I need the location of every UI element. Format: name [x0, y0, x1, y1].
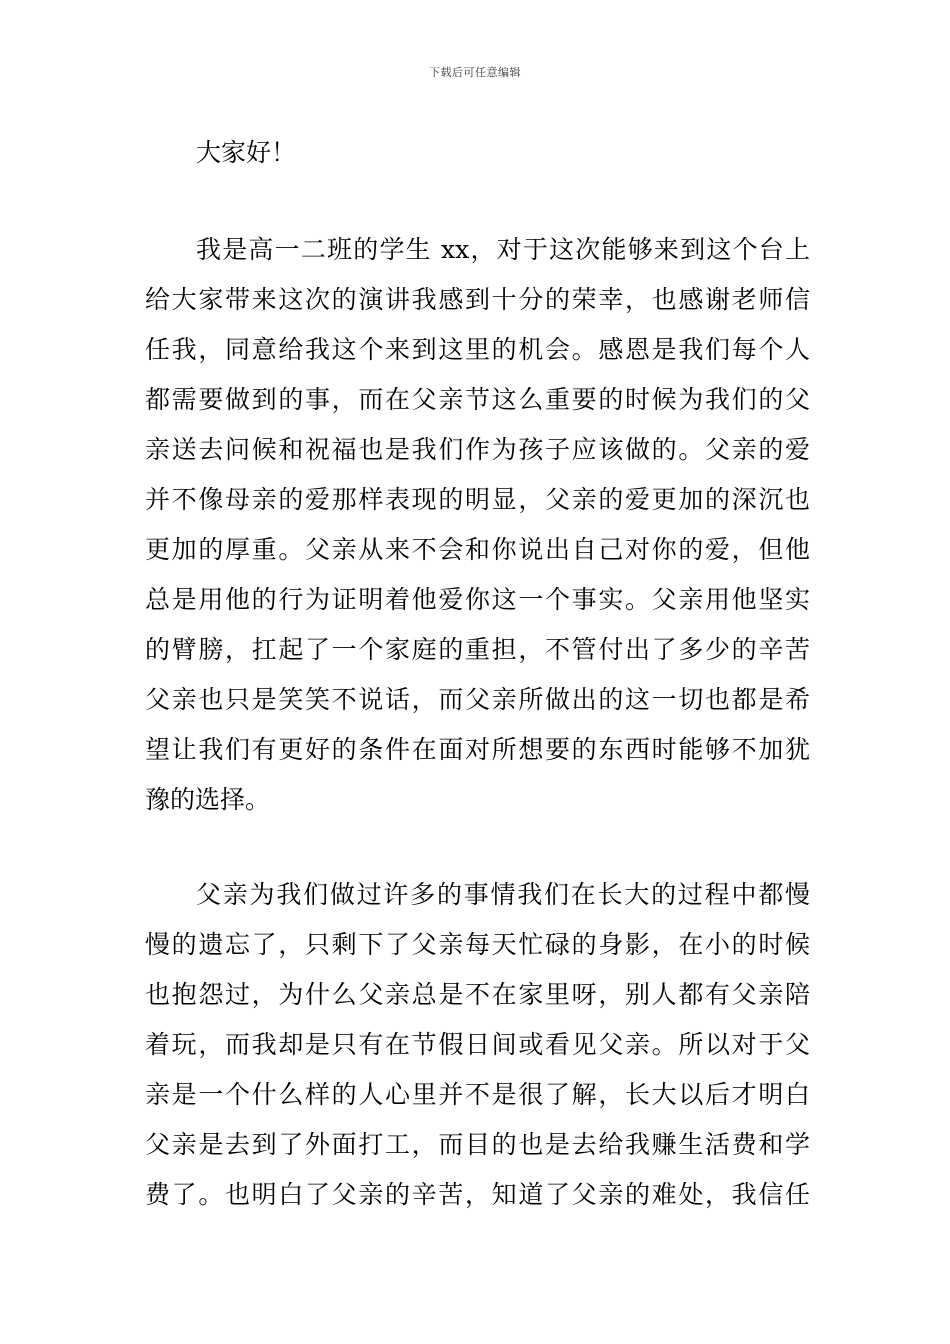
paragraph-line: 父亲也只是笑笑不说话，而父亲所做出的这一切也都是希: [145, 685, 810, 714]
greeting: 大家好！: [196, 138, 297, 167]
paragraph-line: 慢的遗忘了，只剩下了父亲每天忙碌的身影，在小的时候: [145, 930, 810, 959]
paragraph-line: 任我，同意给我这个来到这里的机会。感恩是我们每个人: [145, 335, 810, 364]
paragraph-line: 我是高一二班的学生 xx，对于这次能够来到这个台上: [196, 235, 810, 264]
paragraph-1: [145, 225, 810, 825]
paragraph-line: 的臂膀，扛起了一个家庭的重担，不管付出了多少的辛苦: [145, 635, 810, 664]
paragraph-line: 亲是一个什么样的人心里并不是很了解，长大以后才明白: [145, 1080, 810, 1109]
paragraph-line: 都需要做到的事，而在父亲节这么重要的时候为我们的父: [145, 385, 810, 414]
paragraph-line: 豫的选择。: [145, 785, 271, 814]
paragraph-line: 也抱怨过，为什么父亲总是不在家里呀，别人都有父亲陪: [145, 980, 810, 1009]
paragraph-line: 着玩，而我却是只有在节假日间或看见父亲。所以对于父: [145, 1030, 810, 1059]
paragraph-line: 并不像母亲的爱那样表现的明显，父亲的爱更加的深沉也: [145, 485, 810, 514]
paragraph-line: 望让我们有更好的条件在面对所想要的东西时能够不加犹: [145, 735, 810, 764]
paragraph-line: 父亲是去到了外面打工，而目的也是去给我赚生活费和学: [145, 1130, 810, 1159]
paragraph-line: 总是用他的行为证明着他爱你这一个事实。父亲用他坚实: [145, 585, 810, 614]
paragraph-line: 给大家带来这次的演讲我感到十分的荣幸，也感谢老师信: [145, 285, 810, 314]
paragraph-line: 父亲为我们做过许多的事情我们在长大的过程中都慢: [196, 880, 810, 909]
paragraph-2: [145, 870, 810, 1220]
paragraph-line: 费了。也明白了父亲的辛苦，知道了父亲的难处，我信任: [145, 1180, 810, 1209]
paragraph-line: 更加的厚重。父亲从来不会和你说出自己对你的爱，但他: [145, 535, 810, 564]
paragraph-line: 亲送去问候和祝福也是我们作为孩子应该做的。父亲的爱: [145, 435, 810, 464]
header-note: 下载后可任意编辑: [429, 66, 521, 79]
